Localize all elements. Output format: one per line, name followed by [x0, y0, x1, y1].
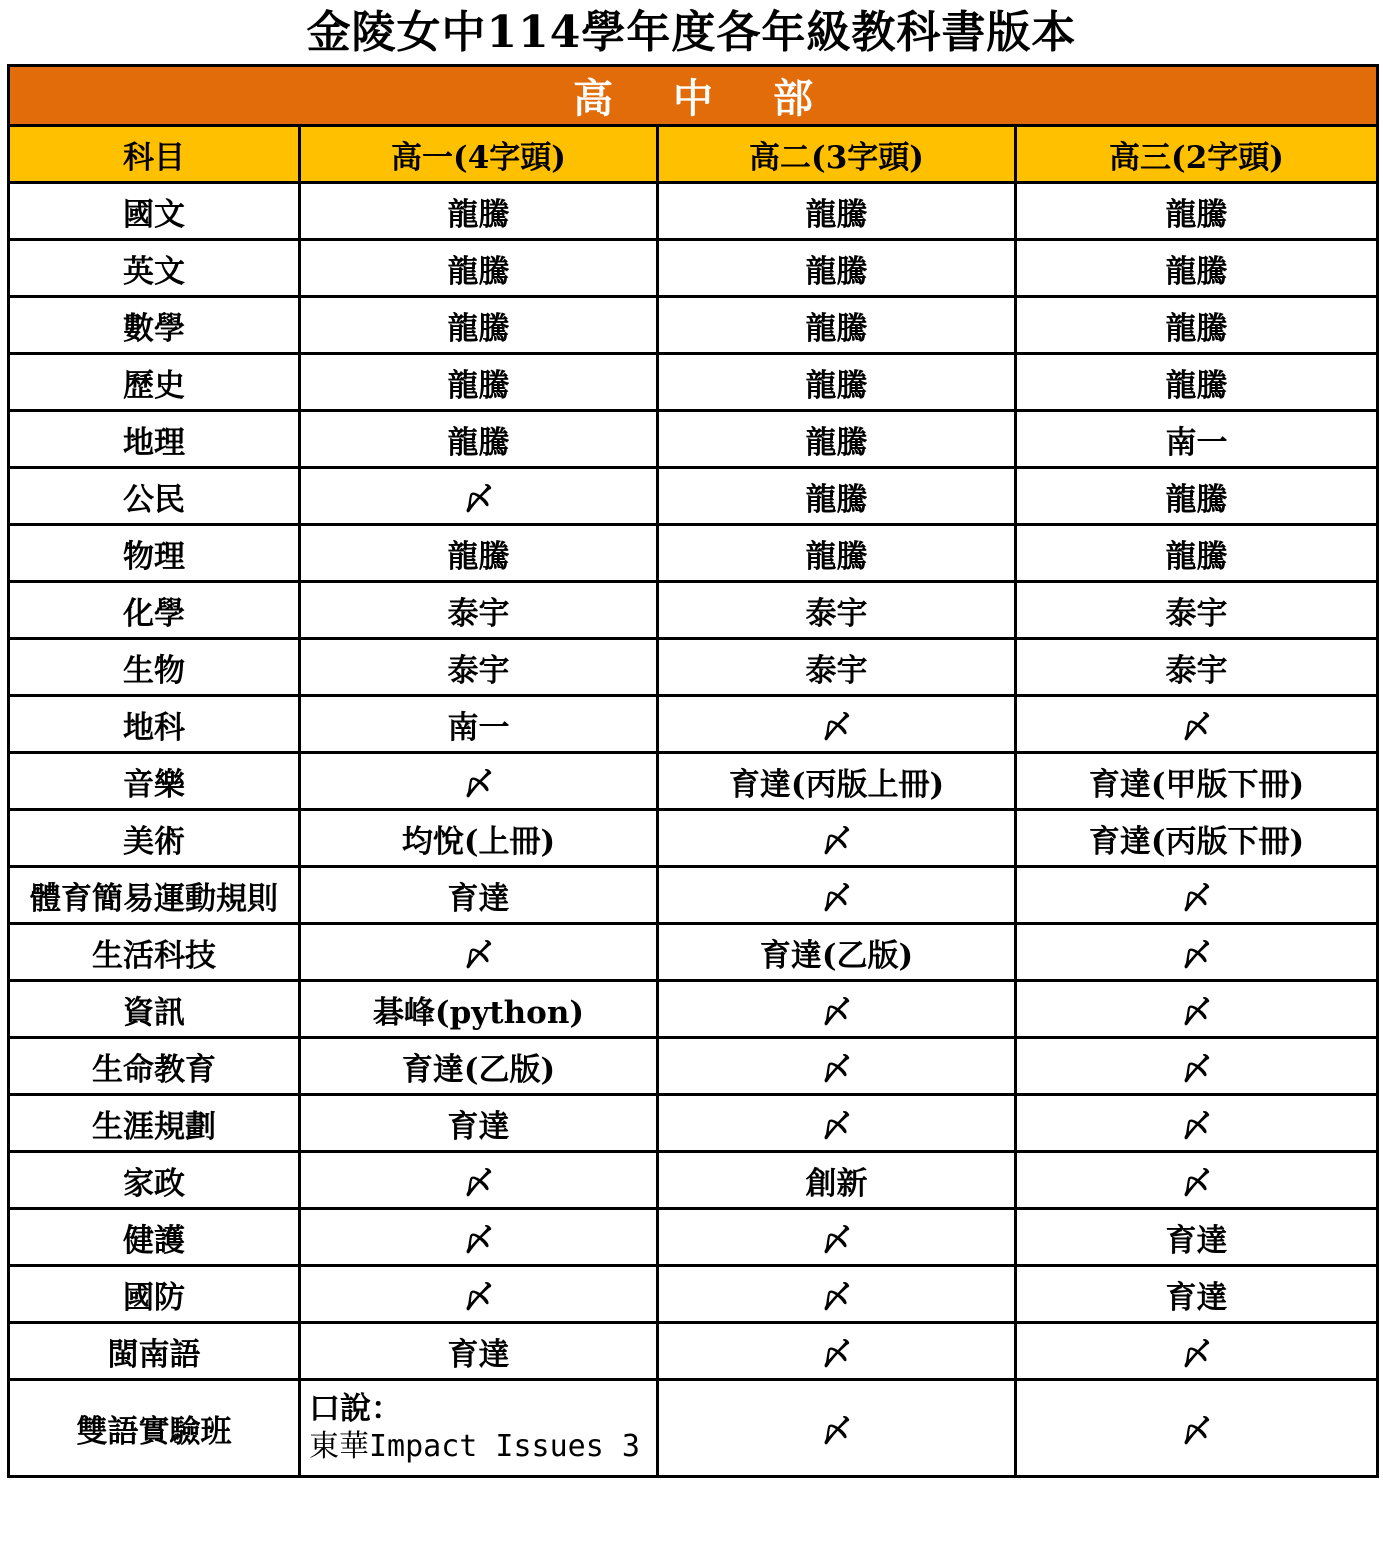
subject-cell: 國文	[9, 183, 300, 240]
grade-11-cell: 龍騰	[658, 525, 1016, 582]
grade-11-cell: 〆	[658, 1266, 1016, 1323]
subject-cell: 音樂	[9, 753, 300, 810]
grade-12-cell: 龍騰	[1016, 240, 1378, 297]
table-row	[9, 297, 1378, 354]
table-row	[9, 354, 1378, 411]
grade-12-cell: 〆	[1016, 696, 1378, 753]
subject-cell: 閩南語	[9, 1323, 300, 1380]
subject-cell: 雙語實驗班	[9, 1380, 300, 1477]
grade-12-cell: 育達(甲版下冊)	[1016, 753, 1378, 810]
section-title: 高中部	[9, 66, 1378, 126]
subject-cell: 物理	[9, 525, 300, 582]
table-row	[9, 183, 1378, 240]
grade-11-cell: 龍騰	[658, 183, 1016, 240]
grade-10-cell: 龍騰	[300, 354, 658, 411]
table-row	[9, 1038, 1378, 1095]
grade-10-cell: 育達	[300, 1095, 658, 1152]
grade-10-cell: 〆	[300, 1266, 658, 1323]
grade-10-cell: 龍騰	[300, 240, 658, 297]
table-row	[9, 639, 1378, 696]
grade-10-cell: 泰宇	[300, 582, 658, 639]
subject-cell: 家政	[9, 1152, 300, 1209]
subject-cell: 數學	[9, 297, 300, 354]
table-body	[9, 183, 1378, 1477]
grade-10-cell: 〆	[300, 753, 658, 810]
table-row	[9, 1095, 1378, 1152]
grade-11-cell: 龍騰	[658, 354, 1016, 411]
subject-cell: 公民	[9, 468, 300, 525]
grade-12-cell: 〆	[1016, 1095, 1378, 1152]
grade-11-cell: 〆	[658, 1209, 1016, 1266]
grade-11-cell: 龍騰	[658, 240, 1016, 297]
subject-cell: 生涯規劃	[9, 1095, 300, 1152]
grade-10-cell: 龍騰	[300, 297, 658, 354]
table-row	[9, 810, 1378, 867]
grade-11-cell: 〆	[658, 1323, 1016, 1380]
grade-12-cell: 龍騰	[1016, 525, 1378, 582]
speaking-textbook: 東華Impact Issues 3	[309, 1429, 640, 1464]
header-grade-12: 高三(2字頭)	[1016, 126, 1378, 183]
table-row	[9, 753, 1378, 810]
grade-10-cell: 龍騰	[300, 525, 658, 582]
subject-cell: 歷史	[9, 354, 300, 411]
table-row-bilingual	[9, 1380, 1378, 1477]
grade-11-cell: 〆	[658, 696, 1016, 753]
grade-12-cell: 育達	[1016, 1209, 1378, 1266]
grade-10-cell: 育達	[300, 867, 658, 924]
table-row	[9, 1323, 1378, 1380]
grade-11-cell: 龍騰	[658, 297, 1016, 354]
grade-12-cell: 龍騰	[1016, 468, 1378, 525]
grade-10-cell: 育達	[300, 1323, 658, 1380]
subject-cell: 健護	[9, 1209, 300, 1266]
grade-10-cell: 育達(乙版)	[300, 1038, 658, 1095]
table-row	[9, 468, 1378, 525]
grade-11-cell: 育達(丙版上冊)	[658, 753, 1016, 810]
grade-11-cell: 創新	[658, 1152, 1016, 1209]
subject-cell: 生命教育	[9, 1038, 300, 1095]
grade-10-cell	[300, 1380, 658, 1477]
grade-11-cell: 龍騰	[658, 468, 1016, 525]
table-row	[9, 240, 1378, 297]
subject-cell: 國防	[9, 1266, 300, 1323]
table-row	[9, 981, 1378, 1038]
grade-12-cell: 泰宇	[1016, 582, 1378, 639]
subject-cell: 化學	[9, 582, 300, 639]
grade-12-cell: 〆	[1016, 981, 1378, 1038]
header-grade-10: 高一(4字頭)	[300, 126, 658, 183]
subject-cell: 生活科技	[9, 924, 300, 981]
subject-cell: 生物	[9, 639, 300, 696]
grade-12-cell: 龍騰	[1016, 297, 1378, 354]
grade-12-cell: 〆	[1016, 1323, 1378, 1380]
grade-11-cell: 泰宇	[658, 582, 1016, 639]
subject-cell: 體育簡易運動規則	[9, 867, 300, 924]
grade-11-cell: 〆	[658, 810, 1016, 867]
grade-10-cell: 〆	[300, 924, 658, 981]
table-row	[9, 525, 1378, 582]
grade-10-cell: 〆	[300, 1209, 658, 1266]
grade-12-cell: 育達(丙版下冊)	[1016, 810, 1378, 867]
grade-12-cell: 〆	[1016, 867, 1378, 924]
grade-10-cell: 泰宇	[300, 639, 658, 696]
table-row	[9, 411, 1378, 468]
grade-10-cell: 龍騰	[300, 411, 658, 468]
table-row	[9, 1266, 1378, 1323]
textbook-table	[7, 64, 1379, 1478]
grade-12-cell: 南一	[1016, 411, 1378, 468]
grade-10-cell: 均悅(上冊)	[300, 810, 658, 867]
subject-cell: 美術	[9, 810, 300, 867]
grade-12-cell: 〆	[1016, 924, 1378, 981]
grade-10-cell: 〆	[300, 468, 658, 525]
subject-cell: 英文	[9, 240, 300, 297]
grade-11-cell: 〆	[658, 1038, 1016, 1095]
grade-12-cell: 〆	[1016, 1380, 1378, 1477]
grade-11-cell: 〆	[658, 867, 1016, 924]
table-row	[9, 1209, 1378, 1266]
grade-12-cell: 育達	[1016, 1266, 1378, 1323]
grade-11-cell: 〆	[658, 1095, 1016, 1152]
table-row	[9, 867, 1378, 924]
grade-10-cell: 龍騰	[300, 183, 658, 240]
table-row	[9, 582, 1378, 639]
table-row	[9, 924, 1378, 981]
grade-10-cell: 南一	[300, 696, 658, 753]
header-row	[9, 126, 1378, 183]
table-row	[9, 696, 1378, 753]
grade-12-cell: 〆	[1016, 1152, 1378, 1209]
speaking-label: 口說：	[309, 1391, 402, 1427]
subject-cell: 資訊	[9, 981, 300, 1038]
grade-11-cell: 〆	[658, 1380, 1016, 1477]
grade-12-cell: 〆	[1016, 1038, 1378, 1095]
grade-11-cell: 〆	[658, 981, 1016, 1038]
section-row	[9, 66, 1378, 126]
header-subject: 科目	[9, 126, 300, 183]
table-row	[9, 1152, 1378, 1209]
grade-12-cell: 龍騰	[1016, 354, 1378, 411]
grade-10-cell: 碁峰(python)	[300, 981, 658, 1038]
subject-cell: 地理	[9, 411, 300, 468]
grade-11-cell: 龍騰	[658, 411, 1016, 468]
grade-10-cell: 〆	[300, 1152, 658, 1209]
grade-12-cell: 泰宇	[1016, 639, 1378, 696]
grade-12-cell: 龍騰	[1016, 183, 1378, 240]
grade-11-cell: 泰宇	[658, 639, 1016, 696]
page-title: 金陵女中114學年度各年級教科書版本	[306, 7, 1077, 58]
subject-cell: 地科	[9, 696, 300, 753]
grade-11-cell: 育達(乙版)	[658, 924, 1016, 981]
header-grade-11: 高二(3字頭)	[658, 126, 1016, 183]
